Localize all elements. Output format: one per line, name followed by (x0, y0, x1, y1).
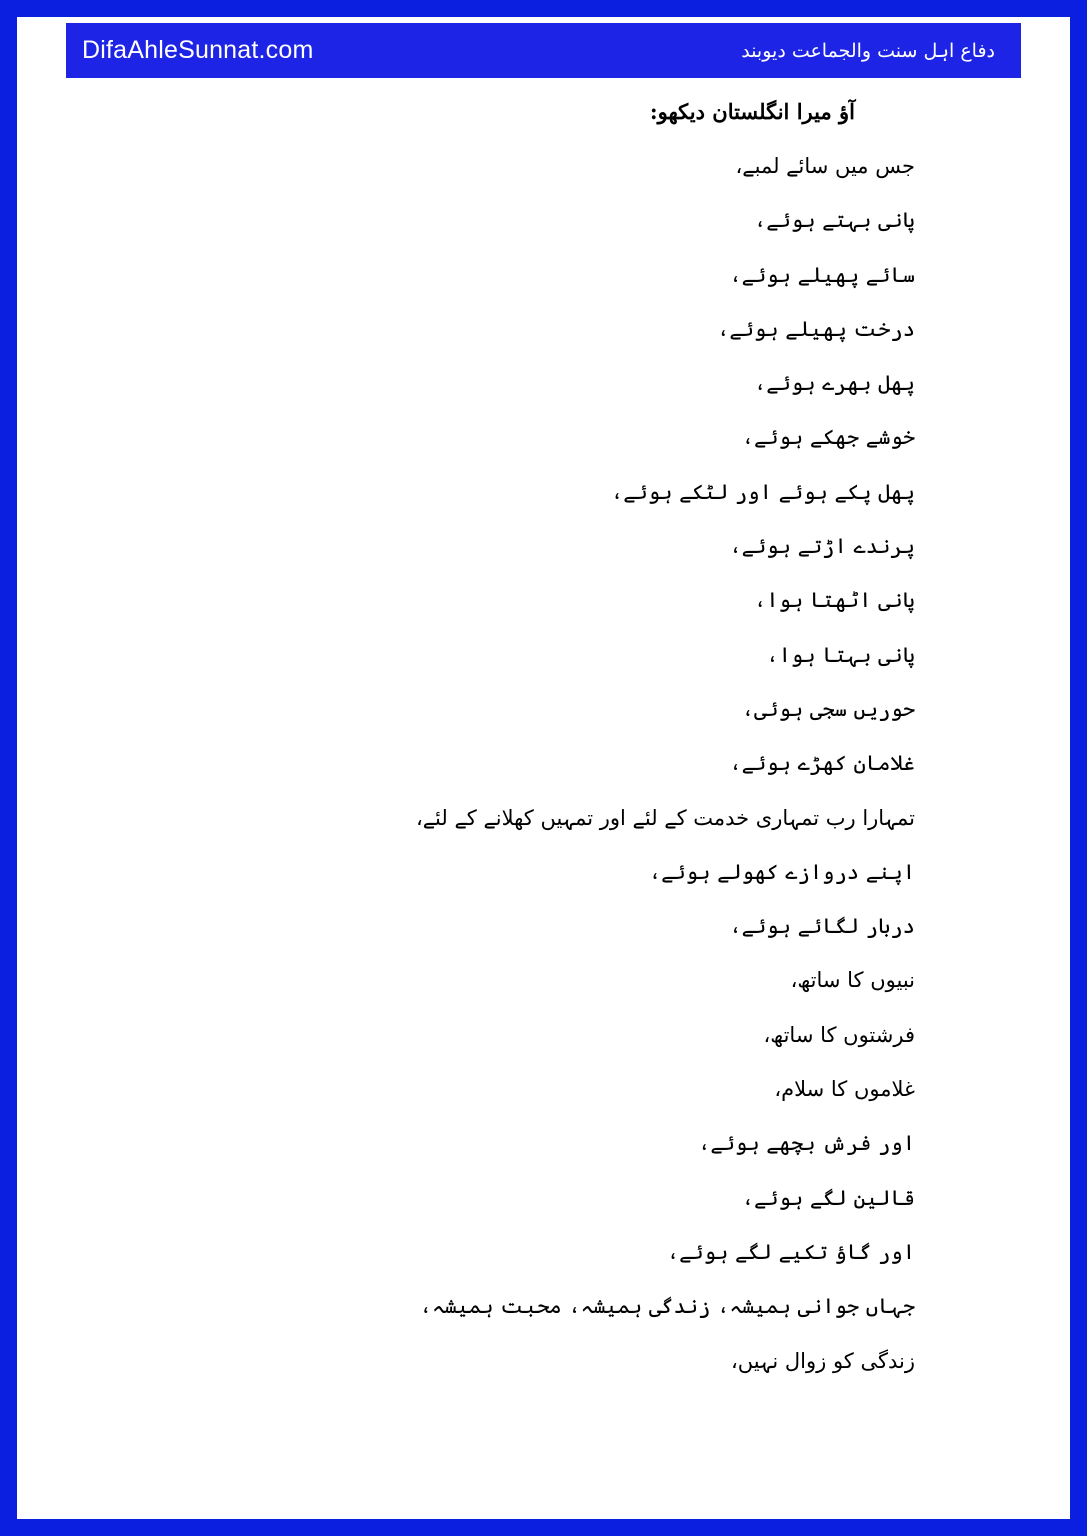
poem-line: جس میں سائے لمبے، (735, 154, 915, 178)
poem-line: غلامان کھڑے ہوئے، (729, 751, 915, 776)
poem-line: اور گاؤ تکیے لگے ہوئے، (666, 1239, 915, 1264)
poem-line: پانی اٹھتا ہوا، (753, 588, 915, 613)
poem-line: جہاں جوانی ہمیشہ، زندگی ہمیشہ، محبت ہمیشہ، (419, 1294, 915, 1319)
poem-line: سائے پھیلے ہوئے، (729, 262, 915, 287)
poem-line: زندگی کو زوال نہیں، (730, 1348, 915, 1373)
poem-line: پھل بھرے ہوئے، (753, 371, 915, 396)
poem-line: خوشے جھکے ہوئے، (741, 425, 915, 450)
poem-line: پانی بہتا ہوا، (766, 642, 915, 667)
poem-lines (315, 139, 915, 1388)
poem-line: پرندے اڑتے ہوئے، (729, 534, 915, 559)
site-tagline: دفاع اہل سنت والجماعت دیوبند (741, 39, 995, 62)
poem-line: پانی بہتے ہوئے، (753, 208, 915, 233)
poem-line: حوریں سجی ہوئی، (741, 696, 915, 721)
poem-line: غلاموں کا سلام، (774, 1077, 915, 1102)
poem-line: نبیوں کا ساتھ، (790, 968, 915, 993)
site-url[interactable]: DifaAhleSunnat.com (82, 36, 314, 64)
poem-line: دربار لگائے ہوئے، (729, 914, 915, 939)
poem-line: اور فرش بچھے ہوئے، (698, 1131, 915, 1156)
poem-line: فرشتوں کا ساتھ، (763, 1022, 915, 1047)
poem-line: درخت پھیلے ہوئے، (717, 316, 915, 341)
poem-line: قالین لگے ہوئے، (741, 1185, 915, 1210)
poem-heading: آؤ میرا انگلستان دیکھو: (649, 99, 855, 124)
document-page (17, 17, 1070, 1519)
poem-line: تمہارا رب تمہاری خدمت کے لئے اور تمہیں کھلانے کے لئے، (415, 805, 915, 830)
poem-line: پھل پکے ہوئے اور لٹکے ہوئے، (610, 479, 915, 504)
poem-line: اپنے دروازے کھولے ہوئے، (648, 859, 915, 884)
poem-content (315, 91, 915, 1388)
header-banner (66, 23, 1021, 78)
